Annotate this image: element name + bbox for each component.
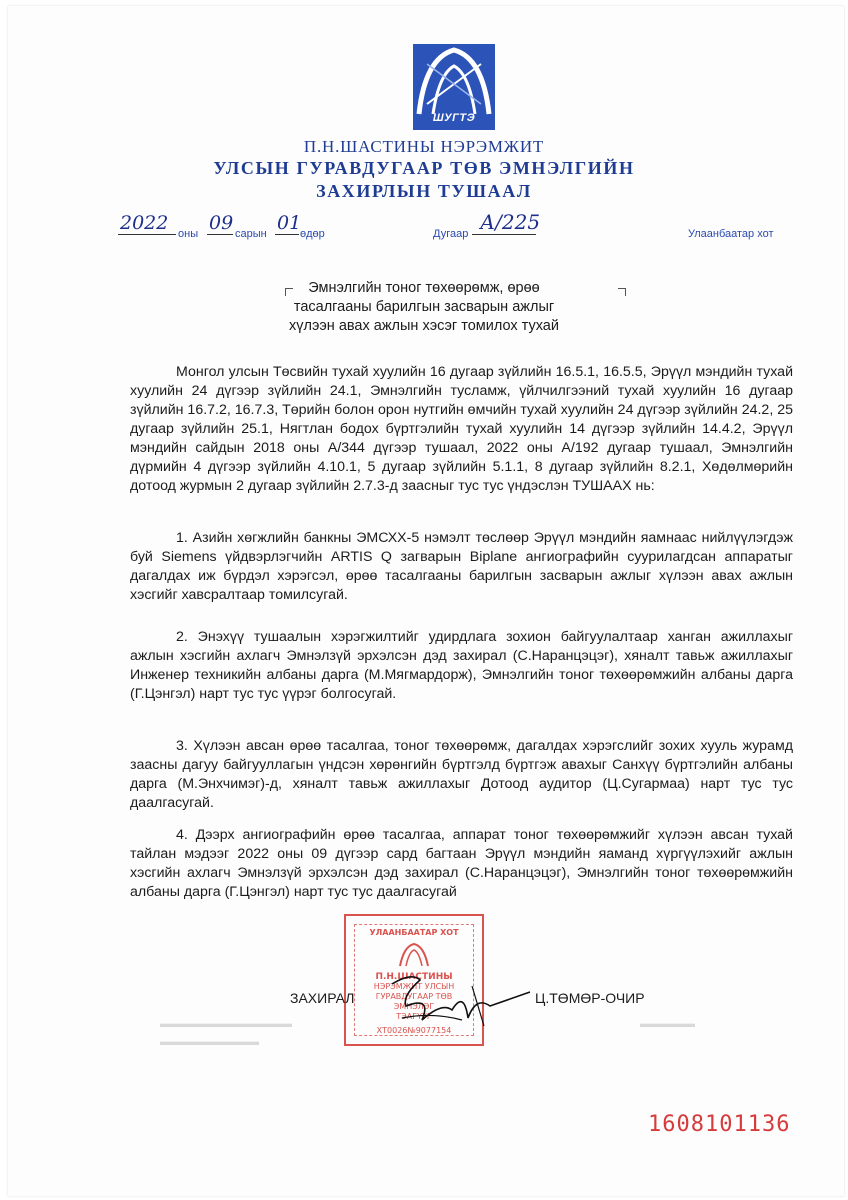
header-line-2: УЛСЫН ГУРАВДУГААР ТӨВ ЭМНЭЛГИЙН xyxy=(213,158,635,178)
stamp-top-text: УЛААНБААТАР ХОТ xyxy=(369,928,459,937)
order-title-line-2: тасалгааны барилгын засварын ажлыг xyxy=(293,299,555,315)
date-year-suffix: оны xyxy=(178,228,199,240)
date-day-suffix: өдөр xyxy=(300,228,325,240)
order-item-3 xyxy=(130,737,793,813)
show-through-text-2: ▬▬▬▬▬▬▬▬▬ xyxy=(160,1036,259,1048)
order-item-1 xyxy=(130,529,793,605)
signatory-title: ЗАХИРАЛ xyxy=(290,990,355,1006)
order-item-1-text: 1. Азийн хөгжлийн банкны ЭМСХХ-5 нэмэлт төслөөр Эрүүл мэндийн яамнаас нийлүүлэгдэж буй Siemens үйдвэрлэгчийн ARTIS Q загварын Biplane ангиографийн суурилагдсан аппаратыг дагалдах иж бүрдэл хэрэгсэл, өрөө тасалгааны барилгын засварын ажлыг хүлээн авах ажлын хэсгийг хавсралтаар томилсугай. xyxy=(130,530,793,603)
order-number-label: Дугаар xyxy=(433,228,469,240)
order-item-3-text: 3. Хүлээн авсан өрөө тасалгаа, тоног төхөөрөмж, дагалдах хэрэгслийг зохих хууль журамд заасны дагуу байгууллагын үндсэн хөрөнгийн бүртгэлд бүртгэж авахыг Санхүү бүртгэлийн албаны дарга (М.Энхчимэг)-д, хяналт тавьж ажиллахыг Дотоод аудитор (Ц.Сугармаа) нарт тус тус даалгасугай. xyxy=(130,738,793,811)
document-serial-number: 1608101136 xyxy=(648,1112,791,1137)
hospital-logo xyxy=(413,44,495,130)
date-month-suffix: сарын xyxy=(235,228,267,240)
stamp-line-5: ТЭАГҮҮГ xyxy=(396,1012,432,1021)
order-title-line-3: хүлээн авах ажлын хэсэг томилох тухай xyxy=(289,318,559,334)
order-item-2 xyxy=(130,628,793,704)
signatory-name: Ц.ТӨМӨР-ОЧИР xyxy=(535,990,645,1006)
stamp-line-2: НЭРЭМЖИТ УЛСЫН xyxy=(373,982,455,991)
stamp-line-4: ЭМНЭЛЭГ xyxy=(393,1002,435,1011)
stamp-line-3: ГУРАВДУГААР ТӨВ xyxy=(375,992,453,1001)
stamp-bottom-text: ХТ0026№9077154 xyxy=(376,1026,452,1035)
header-line-1: П.Н.ШАСТИНЫ НЭРЭМЖИТ xyxy=(303,137,545,156)
intro-paragraph xyxy=(130,363,793,496)
stamp-emblem-icon xyxy=(398,942,430,968)
stamp-line-1: П.Н.ШАСТИНЫ xyxy=(375,972,453,982)
logo-text: ШУГТЭ xyxy=(432,112,476,124)
order-number: А/225 xyxy=(480,210,541,234)
header-title: ЗАХИРЛЫН ТУШААЛ xyxy=(316,181,532,201)
intro-text: Монгол улсын Төсвийн тухай хуулийн 16 дугаар зүйлийн 16.5.1, 16.5.5, Эрүүл мэндийн тухай хуулийн 24 дүгээр зүйлийн 24.1, Эмнэлгийн тусламж, үйлчилгээний тухай хуулийн 16 дугаар зүйлийн 16.7.2, 16.7.3, Төрийн болон орон нутгийн өмчийн тухай хуулийн 24 дүгээр зүйлийн 24.2, 25 дугаар зүйлийн 25.1, Нягтлан бодох бүртгэлийн тухай хуулийн 14 дүгээр зүйлийн 14.4.2, Эрүүл мэндийн сайдын 2018 оны А/344 дүгээр тушаал, 2022 оны А/192 дугаар тушаал, Эмнэлгийн дүрмийн 4 дүгээр зүйлийн 4.10.1, 5 дугаар зүйлийн 5.1.1, 8 дугаар зүйлийн 8.2.1, Хөдөлмөрийн дотоод журмын 2 дугаар зүйлийн 2.7.3-д заасныг тус тус үндэслэн ТУШААХ нь: xyxy=(130,364,793,494)
order-item-2-text: 2. Энэхүү тушаалын хэрэгжилтийг удирдлага зохион байгуулалтаар ханган ажиллахыг ажлын хэсгийн ахлагч Эмнэлзүй эрхэлсэн дэд захирал (С.Наранцэцэг), хяналт тавьж ажиллахыг Инженер техникийн албаны дарга (М.Мягмардорж), Эмнэлгийн тоног төхөөрөмжийн албаны дарга (Г.Цэнгэл) нарт тус тус үүрэг болгосугай. xyxy=(130,629,793,702)
order-item-4 xyxy=(130,826,793,902)
date-month: 09 xyxy=(209,212,234,234)
date-day: 01 xyxy=(277,212,302,234)
show-through-text-3: ▬▬▬▬▬ xyxy=(640,1018,695,1030)
order-item-4-text: 4. Дээрх ангиографийн өрөө тасалгаа, аппарат тоног төхөөрөмжийг хүлээн авсан тухай тайлан мэдээг 2022 оны 09 дүгээр сард багтаан Эрүүл мэндийн яаманд хүргүүлэхийг ажлын хэсгийн ахлагч Эмнэлзүй эрхэлсэн дэд захирал (С.Наранцэцэг), Эмнэлгийн тоног төхөөрөмжийн албаны дарга (Г.Цэнгэл) нарт тус тус даалгасугай xyxy=(130,827,793,900)
order-title-line-1: Эмнэлгийн тоног төхөөрөмж, өрөө xyxy=(308,280,540,296)
show-through-text-1: ▬▬▬▬▬▬▬▬▬▬▬▬ xyxy=(160,1018,292,1030)
date-year: 2022 xyxy=(120,212,169,234)
city-label: Улаанбаатар хот xyxy=(688,228,774,240)
